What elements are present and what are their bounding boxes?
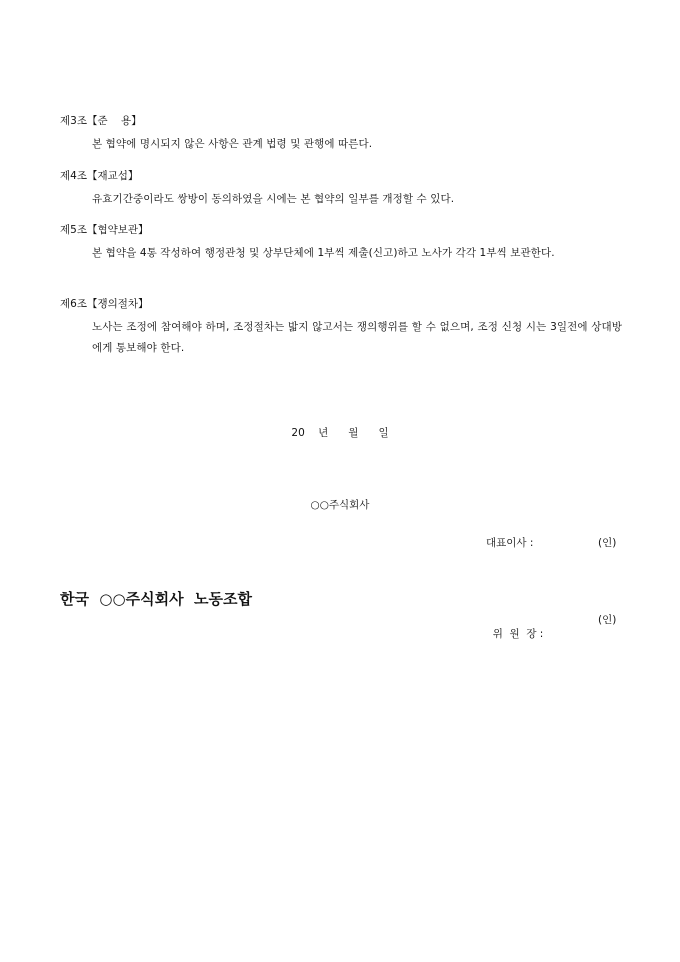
article-body: 유효기간중이라도 쌍방이 동의하였을 시에는 본 협약의 일부를 개정할 수 있다.: [92, 193, 455, 205]
article-5: [60, 223, 622, 264]
representative-seal: (인): [598, 537, 617, 549]
article-3: [60, 114, 622, 155]
article-4: [60, 169, 622, 210]
article-body: 노사는 조정에 참여해야 하며, 조정절차는 밟지 않고서는 쟁의행위를 할 수 없으며, 조정 신청 시는 3일전에 상대방에게 통보해야 한다.: [92, 321, 622, 354]
article-6: [60, 297, 622, 359]
article-body: 본 협약에 명시되지 않은 사항은 관계 법령 및 관행에 따른다.: [92, 138, 373, 150]
chairman-label: 위 원 장 :: [492, 628, 544, 640]
signing-date: 20 년 월 일: [291, 427, 389, 439]
chairman-seal: (인): [598, 614, 617, 626]
chairman-signature: [486, 613, 617, 655]
representative-label: 대표이사 :: [486, 537, 534, 549]
company-name: ○○주식회사: [310, 499, 370, 511]
article-title: 제4조【재교섭】: [60, 170, 139, 182]
article-title: 제3조【준 용】: [60, 115, 142, 127]
union-name: 한국 ○○주식회사 노동조합: [60, 590, 252, 608]
article-body: 본 협약을 4통 작성하여 행정관청 및 상부단체에 1부씩 제출(신고)하고 노사가 각각 1부씩 보관한다.: [92, 247, 555, 259]
article-title: 제5조【협약보관】: [60, 224, 149, 236]
article-title: 제6조【쟁의절차】: [60, 298, 149, 310]
representative-signature: [486, 536, 617, 550]
